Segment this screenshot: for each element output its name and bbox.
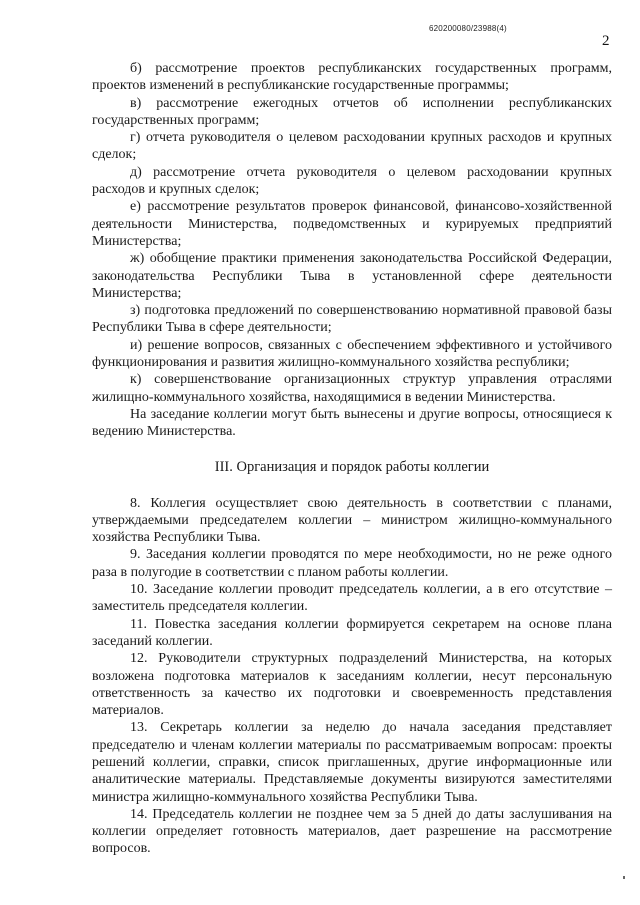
- paragraph-9: 9. Заседания коллегии проводятся по мере необходимости, но не реже одного раза в полугодие в соответствии с планом работы коллегии.: [92, 547, 612, 580]
- page-number: 2: [602, 33, 610, 49]
- paragraph-10: 10. Заседание коллегии проводит председатель коллегии, а в его отсутствие – заместитель председателя коллегии.: [92, 582, 612, 615]
- section-paragraphs: [92, 495, 612, 858]
- item-v: в) рассмотрение ежегодных отчетов об исполнении республиканских государственных программ;: [92, 95, 612, 128]
- item-zh: ж) обобщение практики применения законодательства Российской Федерации, законодательства Республики Тыва в установленной сфере деятельности Министерства;: [92, 251, 612, 301]
- items-list: [92, 60, 612, 441]
- item-i: и) решение вопросов, связанных с обеспечением эффективного и устойчивого функционирования и развития жилищно-коммунального хозяйства республики;: [92, 337, 612, 371]
- item-e: е) рассмотрение результатов проверок финансовой, финансово-хозяйственной деятельности Министерства, подведомственных и курируемых предприятий Министерства;: [92, 199, 612, 249]
- section-heading: III. Организация и порядок работы коллегии: [214, 458, 490, 475]
- item-z: з) подготовка предложений по совершенствованию нормативной правовой базы Республики Тыва в сфере деятельности;: [92, 303, 612, 336]
- document-body: [92, 60, 612, 858]
- item-k: к) совершенствование организационных структур управления отраслями жилищно-коммунального хозяйства, находящимися в ведении Министерства.: [92, 372, 612, 405]
- item-b: б) рассмотрение проектов республиканских государственных программ, проектов изменений в республиканские государственные программы;: [92, 61, 612, 94]
- item-d: д) рассмотрение отчета руководителя о целевом расходовании крупных расходов и крупных сделок;: [92, 164, 612, 198]
- other-questions-paragraph: На заседание коллегии могут быть вынесены и другие вопросы, относящиеся к ведению Министерства.: [92, 406, 612, 440]
- paragraph-8: 8. Коллегия осуществляет свою деятельность в соответствии с планами, утверждаемыми председателем коллегии – министром жилищно-коммунального хозяйства Республики Тыва.: [92, 495, 612, 546]
- item-g: г) отчета руководителя о целевом расходовании крупных расходов и крупных сделок;: [92, 130, 612, 163]
- scan-artifact-mark: [623, 876, 625, 879]
- paragraph-13: 13. Секретарь коллегии за неделю до начала заседания представляет председателю и членам коллегии материалы по рассматриваемым вопросам: проекты решений коллегии, справки, список приглашенных, другие информационные или аналитические материалы. Представляемые документы визируются заместителями министра жилищно-коммунального хозяйства Республики Тыва.: [92, 720, 612, 805]
- paragraph-11: 11. Повестка заседания коллегии формируется секретарем на основе плана заседаний коллегии.: [92, 616, 612, 649]
- paragraph-14: 14. Председатель коллегии не позднее чем за 5 дней до даты заслушивания на коллегии определяет готовность материалов, дает разрешение на рассмотрение вопросов.: [92, 806, 612, 857]
- document-code: 620200080/23988(4): [429, 24, 507, 33]
- paragraph-12: 12. Руководители структурных подразделений Министерства, на которых возложена подготовка материалов к заседаниям коллегии, несут персональную ответственность за качество их подготовки и своевременность представления материалов.: [92, 651, 612, 719]
